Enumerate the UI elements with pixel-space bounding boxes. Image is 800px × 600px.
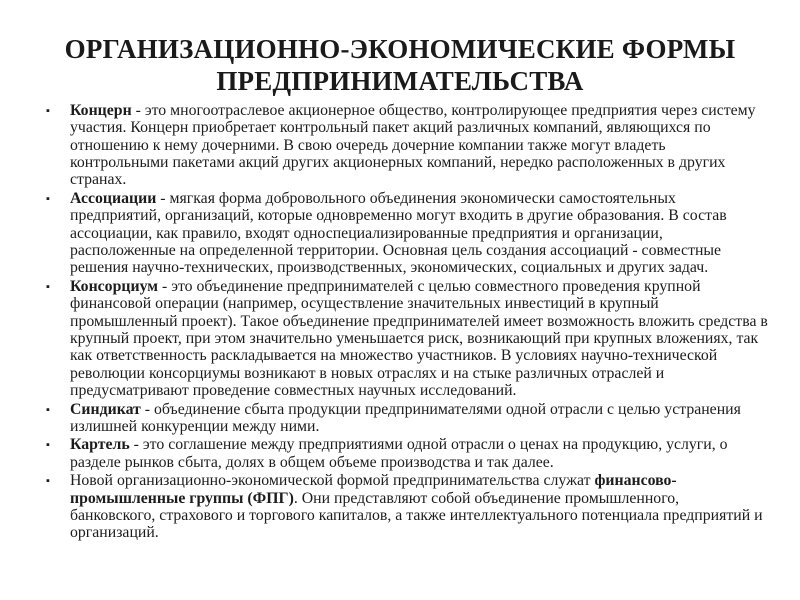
bullet-text	[70, 190, 768, 277]
text-segment: - это объединение предпринимателей с целью совместного проведения крупной финансовой операции (например, осуществление значительных инвестиций в крупный промышленный проект). Такое объединение предпринимателей имеет возможность вложить средства в крупный проект, при этом значительно уменьшается риск, возникающий при крупных вложениях, так как ответственность раскладывается на множество участников. В условиях научно-технической революции консорциумы возникают в новых отраслях и на стыке различных отраслей и предусматривают проведение совместных научных исследований.	[70, 277, 768, 400]
bullet-item	[46, 102, 768, 189]
bold-term: Концерн	[70, 101, 132, 119]
bold-term: Картель	[70, 436, 130, 454]
bold-term: Синдикат	[70, 400, 141, 418]
text-segment: - это соглашение между предприятиями одной отрасли о ценах на продукцию, услуги, о разделе рынков сбыта, долях в общем объеме производства и так далее.	[70, 436, 728, 471]
text-segment: - объединение сбыта продукции предпринимателями одной отрасли с целью устранения излишней конкуренции между ними.	[70, 400, 741, 436]
text-segment: . Они представляют собой объединение промышленного, банковского, страхового и торгового капиталов, а также интеллектуального потенциала предприятий и организаций.	[70, 489, 763, 542]
bullet-marker-icon: ▪	[46, 192, 50, 205]
bullet-text	[70, 278, 768, 400]
bullet-item	[46, 436, 768, 471]
bold-term: финансово-промышленные группы (ФПГ)	[70, 472, 677, 507]
bullet-text	[70, 436, 768, 471]
text-segment: - это многоотраслевое акционерное общество, контролирующее предприятия через систему участия. Концерн приобретает контрольный пакет акций различных компаний, являющихся по отношению к нему дочерними. В свою очередь дочерние компании также могут владеть контрольными пакетами акций других акционерных компаний, нередко расположенных в других странах.	[70, 101, 756, 189]
bullet-item	[46, 190, 768, 277]
bold-term: Ассоциации	[70, 189, 157, 207]
slide-title: ОРГАНИЗАЦИОННО-ЭКОНОМИЧЕСКИЕ ФОРМЫ ПРЕДПРИНИМАТЕЛЬСТВА	[64, 34, 736, 96]
bullet-marker-icon: ▪	[46, 403, 50, 416]
bullet-list	[0, 102, 800, 542]
bullet-marker-icon: ▪	[46, 280, 50, 293]
text-segment: Новой организационно-экономической формой предпринимательства служат	[70, 472, 595, 490]
bullet-text	[70, 102, 768, 189]
bullet-text	[70, 472, 768, 542]
bullet-marker-icon: ▪	[46, 104, 50, 117]
text-segment: - мягкая форма добровольного объединения экономически самостоятельных предприятий, организаций, которые одновременно могут входить в другие образования. В состав ассоциации, как правило, входят односпециализированные предприятия и организации, расположенные на определенной территории. Основная цель создания ассоциаций - совместные решения научно-технических, производственных, экономических, социальных и других задач.	[70, 189, 727, 277]
bullet-item	[46, 278, 768, 400]
bullet-item	[46, 472, 768, 542]
bullet-item	[46, 401, 768, 436]
bullet-marker-icon: ▪	[46, 475, 50, 488]
bold-term: Консорциум	[70, 277, 159, 295]
bullet-marker-icon: ▪	[46, 439, 50, 452]
bullet-text	[70, 401, 768, 436]
